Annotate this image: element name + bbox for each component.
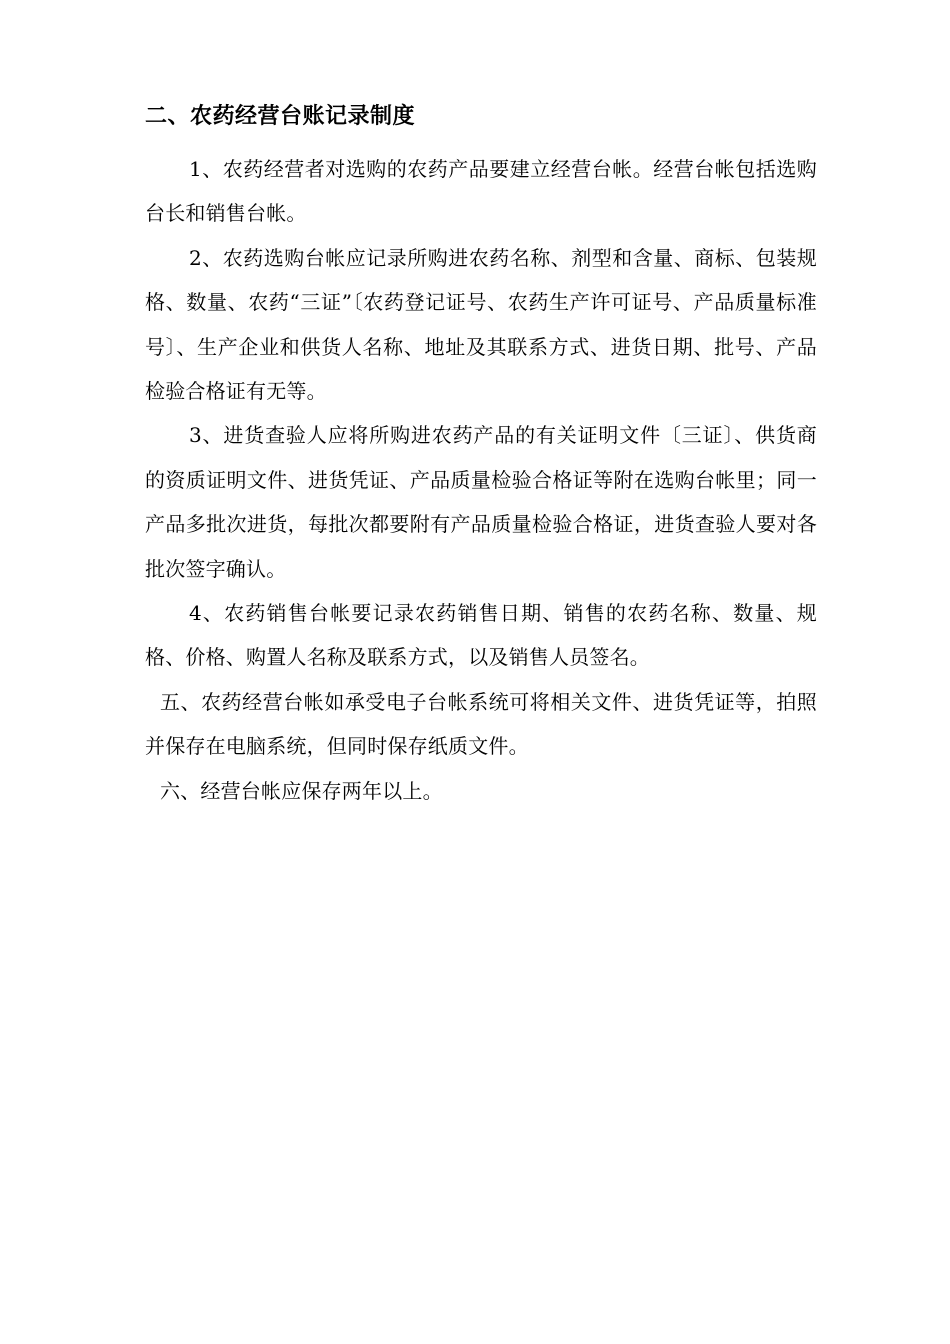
paragraph-5: 五、农药经营台帐如承受电子台帐系统可将相关文件、进货凭证等，拍照并保存在电脑系统，但同时保存纸质文件。 — [145, 689, 817, 759]
paragraph-6: 六、经营台帐应保存两年以上。 — [160, 778, 443, 803]
paragraph-3: 3、进货查验人应将所购进农药产品的有关证明文件〔三证〕、供货商的资质证明文件、进货凭证、产品质量检验合格证等附在选购台帐里；同一产品多批次进货，每批次都要附有产品质量检验合格证，进货查验人要对各批次签字确认。 — [145, 423, 817, 581]
document-body — [145, 147, 817, 813]
section-heading: 二、农药经营台账记录制度 — [145, 104, 416, 129]
paragraph-1: 1、农药经营者对选购的农药产品要建立经营台帐。经营台帐包括选购台长和销售台帐。 — [145, 157, 817, 226]
paragraph-2: 2、农药选购台帐应记录所购进农药名称、剂型和含量、商标、包装规格、数量、农药“三证”〔农药登记证号、农药生产许可证号、产品质量标准号〕、生产企业和供货人名称、地址及其联系方式、进货日期、批号、产品检验合格证有无等。 — [145, 245, 817, 404]
paragraph-4: 4、农药销售台帐要记录农药销售日期、销售的农药名称、数量、规格、价格、购置人名称及联系方式，以及销售人员签名。 — [145, 601, 817, 670]
